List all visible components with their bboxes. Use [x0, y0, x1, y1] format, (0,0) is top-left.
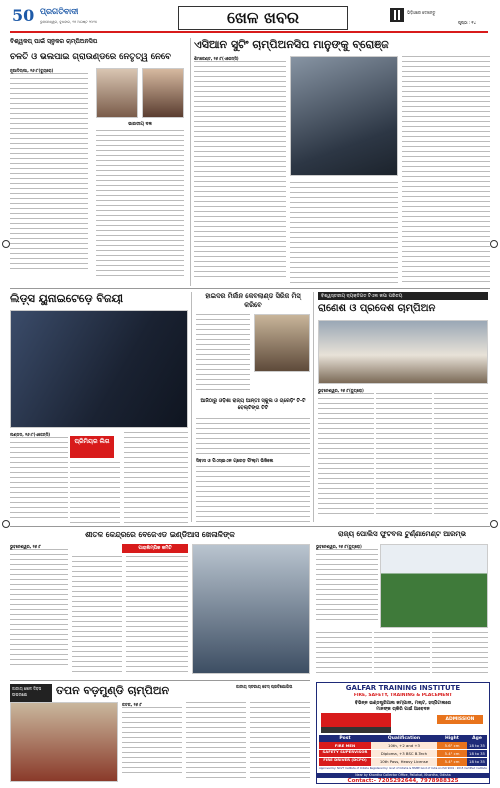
story5-photo: [318, 320, 488, 384]
story4-sub-headline: ଆଜିଠାରୁ ଓଡ଼ିଶା ରାଜ୍ୟ ଆନ୍ତଃ ସ୍କୁଲ ଓ ଗ୍ରେଡ଼ିଂ ଟି-ଟି ବେଲ୍ଟିଙ୍ଗ ଟିଟି: [200, 398, 306, 411]
story1-body-left: [10, 68, 88, 278]
story6-headline: ଶୀତଳ କେନ୍ଦ୍ରରେ ବେଜେଏଡ ଇଣ୍ଡିଆସ ଖେଳାଳିଙ୍କ: [85, 530, 235, 539]
story4-body-2: [196, 418, 310, 456]
story6-body-2: [72, 556, 122, 674]
page-label: ପୃଷ୍ଠା : ୧୪: [458, 20, 477, 25]
registration-mark: [490, 240, 498, 248]
story8-dateline: କଟକ, ୨୬।୮: [122, 702, 142, 707]
story2-headline: ଏସିଆନ ସୁଟିଂ ଚାମ୍ପିଅନସିପ ମାନୁଙ୍କୁ ବ୍ରୋଞ୍ଜ: [194, 38, 389, 51]
text-lines: [316, 549, 378, 623]
ad-table-row: SAFETY SUPERVISOR Diploma, +3 BSC B.Tech 5.4" cm 18 to 35: [319, 750, 487, 758]
ad-table: [319, 735, 487, 766]
story8-kicker: ଜାତୀୟ ଖେଳ ଦିବସ ଉପଲକ୍ଷେ: [10, 684, 52, 704]
story7-photo: [380, 544, 488, 628]
story5-headline: ରାଣେଶ ଓ ପ୍ରଦେଶ ଚାମ୍ପିଅନ: [318, 303, 436, 314]
story1-body-right: [96, 130, 184, 278]
promo-block: [390, 6, 450, 28]
ad-approval: Approved by: NCVT Institute of Odisha Registered by: Govt of Odisha & MSME Govt of India An ISO 9001 : 2015 Certified Institute: [319, 767, 487, 770]
ad-contact: Contact:- 7205292644, 7978988325: [347, 778, 459, 784]
section-title: ଖେଳ ଖବର: [226, 8, 300, 27]
story1-photo-1: [96, 68, 138, 118]
story2-dateline: ଶିମକେଣ୍ଟ, ୨୬।୮(ଏଜେନ୍ସି): [194, 56, 239, 61]
story3-tag: ପ୍ରିମିୟର ଲିଗ: [70, 436, 114, 458]
text-lines: [194, 61, 286, 279]
story6-tag: ପାରାଲିମ୍ପିକ କମିଟି: [122, 544, 188, 553]
column-separator: [313, 292, 314, 522]
story8-side-kicker: ଜାତୀୟ ସ୍ତରୀୟ ଚେସ୍‌ ପ୍ରତିଯୋଗିତା: [236, 684, 293, 689]
section-rule: [10, 526, 490, 527]
story2-body-col3: [402, 56, 490, 284]
ad-table-row: FIRE MEN 10th, +2 and +3 5.6" cm 18 to 35: [319, 742, 487, 750]
section-rule: [10, 288, 490, 289]
masthead-rule: [10, 31, 488, 33]
brand-name: ପ୍ରଗତିବାଦୀ: [40, 7, 79, 16]
ad-address: Near by Khordha Collector Office, Pallahat, Khordha, Odisha: [317, 773, 489, 778]
story7-dateline: ଭୁବନେଶ୍ୱର, ୨୬।୮(ବ୍ୟୁରୋ): [316, 544, 362, 549]
text-lines: [10, 437, 68, 519]
registration-mark: [2, 520, 10, 528]
story1-headline: ଚଳତି ଓ ଭଲପାଇ ଗ୍ରାଉଣ୍ଡରେ ନେତୃତ୍ୱ ନେବେ: [10, 52, 171, 62]
story3-dateline: ଲଣ୍ଡନ, ୨୬।୮(ଏଜେନ୍ସି): [10, 432, 51, 437]
story4-body-1: [196, 314, 250, 394]
text-lines: [10, 73, 88, 273]
text-lines: [318, 393, 488, 517]
story5-dateline: ଭୁବନେଶ୍ୱର, ୨୬।୮(ବ୍ୟୁରୋ): [318, 388, 364, 393]
text-lines: [10, 549, 68, 669]
ad-title: GALFAR TRAINING INSTITUTE: [345, 684, 461, 692]
story4-body-3: [196, 466, 310, 522]
masthead: [10, 6, 492, 30]
story3-headline: ଲିଡ଼୍ସ ୟୁନାଇଟେଡ଼େ ବିଜୟୀ: [10, 292, 123, 305]
logo-number: 50: [12, 6, 35, 25]
story5-body: [318, 388, 488, 522]
story7-body: [316, 544, 378, 628]
story5-kicker: ବିଶ୍ୱସ୍ତରୀୟ ବ୍ୟକ୍ତିଗତ ଟିଏଲ କପା ପରିଚୟ: [318, 292, 488, 300]
story2-body-col1: [194, 56, 286, 284]
registration-mark: [490, 520, 498, 528]
story2-photo-shooter: [290, 56, 398, 176]
story3-photo: [10, 310, 188, 428]
story7-headline: ରାଜ୍ୟ ପୋଲିସ ଫୁଟବଲ ଟୁର୍ଣ୍ଣାମେଣ୍ଟ ଆରମ୍ଭ: [337, 530, 467, 538]
column-separator: [191, 292, 192, 522]
story3-body-mid: [70, 462, 120, 524]
story6-photo: [192, 544, 310, 674]
story8-photo: [10, 702, 118, 782]
ad-subtitle: FIRE, SAFETY, TRAINING & PLACEMENT: [353, 693, 453, 698]
section-title-box: [178, 6, 348, 30]
story1-photo-2: [142, 68, 184, 118]
story2-body-col2: [290, 182, 398, 284]
story1-dateline: ନୂଆଦିଲ୍ଲୀ, ୨୬।୮(ବ୍ୟୁରୋ): [10, 68, 54, 73]
story6-dateline: ଭୁବନେଶ୍ୱର, ୨୬।୮: [10, 544, 41, 549]
story4-photo: [254, 314, 310, 372]
promo-text: ଭିଡ଼ିଓରେ ଦେଖନ୍ତୁ: [407, 10, 436, 15]
qr-icon: [390, 8, 404, 22]
ad-odia-line-2: ମାନଙ୍କ ଚାକିରି ପାଇଁ ଆବେଦନ: [376, 707, 430, 712]
story8-body-2: [186, 702, 246, 782]
registration-mark: [2, 240, 10, 248]
column-separator: [190, 38, 191, 286]
anniversary-logo: [12, 6, 38, 28]
ad-odia-line: ବିଭିନ୍ନ ଇଣ୍ଡଷ୍ଟ୍ରିଆଲ କମ୍ପାନୀ, ମଲ୍ଟ, ହସ୍ପିଟାଲରେ: [354, 701, 452, 706]
story8-body-3: [250, 702, 310, 782]
ad-badge: ADMISSION: [437, 715, 483, 724]
story3-body-left: [10, 432, 68, 524]
story4-headline: ହାଇଦର ମିର୍ଜାନ କେବଲାଣ୍ଡ ସିରିଜ ମିସ୍‌ କରିବେ: [205, 292, 301, 309]
story8-headline: ତପନ ବଡ଼ମୁଣ୍ଡି ଚାମ୍ପିଅନ: [56, 684, 170, 697]
story4-small-headline: ସିବାସ ଓ ପିଏସ୍‌ଇଏନ ଗ୍ରେଡ଼ ଫିଲ୍ମ ଭିଜିଲେ: [196, 459, 274, 464]
galfar-ad: [316, 682, 490, 784]
section-rule: [10, 680, 310, 681]
text-lines: [122, 707, 182, 777]
story3-body-right: [124, 432, 188, 524]
ad-table-row: FIRE DRIVER (DCPO) 10th Pass, Heavy License 5.4" cm 18 to 35: [319, 758, 487, 766]
story1-caption: ଭାରତୀୟ ଦଳ: [128, 122, 152, 127]
ad-table-header: Post Qualification Hight Age: [319, 735, 487, 742]
story7-body-2: [316, 632, 488, 676]
fire-truck-image: [321, 713, 391, 733]
story6-body-3: [126, 556, 188, 674]
story8-body-1: [122, 702, 182, 782]
top-strip: ବିଶ୍ୱକପ୍‌ ପାଇଁ ସ୍ନୁକର ଚାମ୍ପିଅନସିପ: [10, 38, 98, 45]
issue-date: ଭୁବନେଶ୍ୱର, ବୁଧବାର, ୨୭ ଅଗଷ୍ଟ ୨୦୨୫: [40, 20, 98, 24]
story6-body-1: [10, 544, 68, 674]
